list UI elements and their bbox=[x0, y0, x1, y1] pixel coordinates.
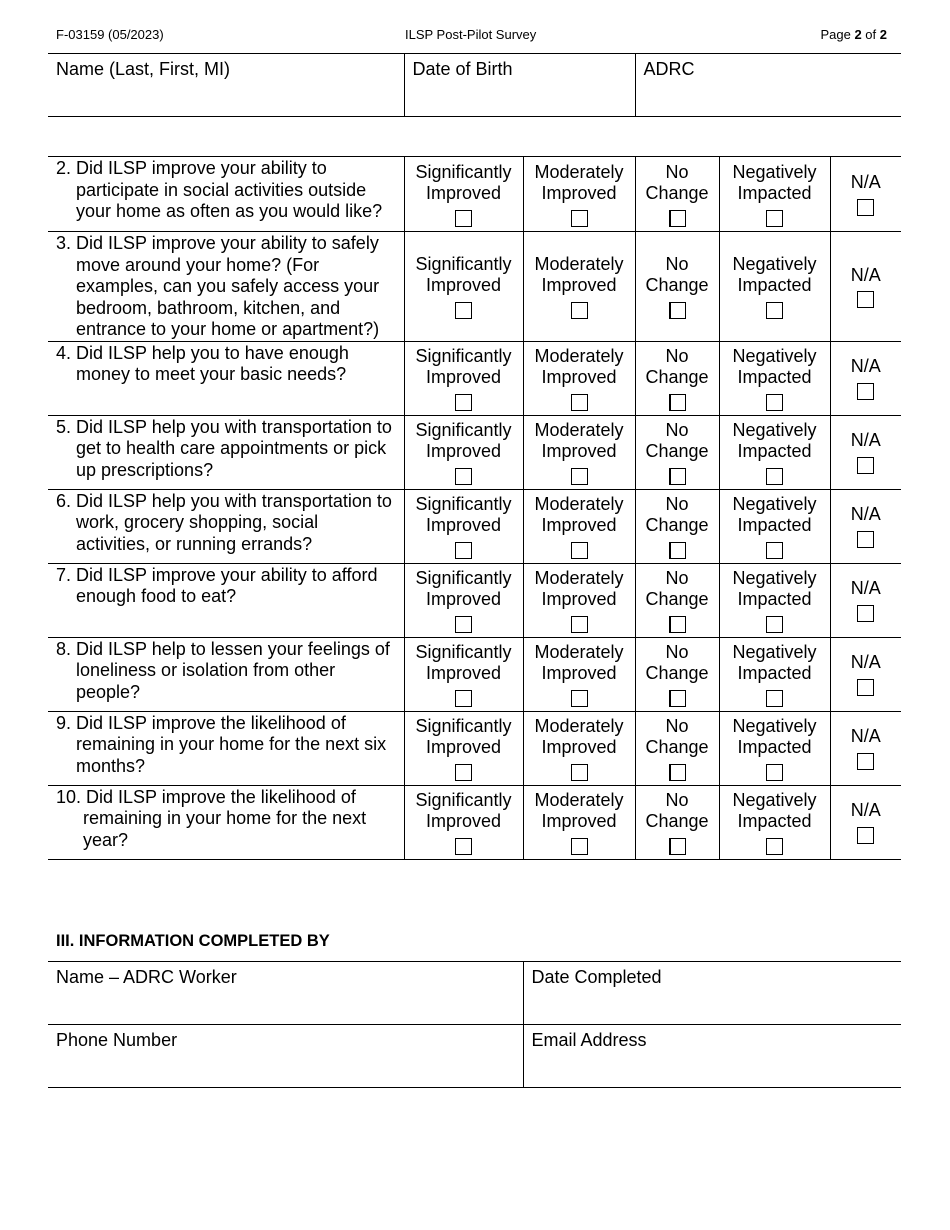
option-label: Change bbox=[645, 275, 709, 296]
option-label: Moderately bbox=[534, 493, 624, 514]
option-cell-no-change bbox=[635, 341, 719, 415]
option-group bbox=[636, 642, 719, 707]
section-heading: III. INFORMATION COMPLETED BY bbox=[56, 932, 330, 950]
significantly-improved-checkbox[interactable] bbox=[455, 210, 472, 227]
option-group bbox=[636, 716, 719, 781]
question-text: 7. Did ILSP improve your ability to afford enough food to eat? bbox=[56, 564, 378, 606]
option-label: Impacted bbox=[737, 811, 812, 831]
option-label: Negatively bbox=[732, 641, 817, 662]
option-label: Impacted bbox=[737, 515, 812, 535]
option-group bbox=[524, 494, 635, 559]
option-label: Improved bbox=[541, 367, 617, 387]
option-group bbox=[720, 642, 830, 707]
negatively-impacted-checkbox[interactable] bbox=[766, 468, 783, 485]
option-label: Impacted bbox=[737, 275, 812, 296]
question-text: 3. Did ILSP improve your ability to safely move around your home? (For examples, can you safely access your bedroom, bathroom, kitchen, and entrance to your home or apartment?) bbox=[56, 233, 380, 339]
option-group bbox=[831, 504, 902, 548]
significantly-improved-checkbox[interactable] bbox=[455, 764, 472, 781]
option-label: Improved bbox=[541, 811, 617, 831]
option-label: Significantly bbox=[415, 493, 512, 514]
page-indicator bbox=[820, 27, 887, 42]
option-cell-na bbox=[830, 563, 901, 637]
option-group bbox=[405, 346, 523, 411]
option-label: Improved bbox=[541, 515, 617, 535]
option-label: Moderately bbox=[534, 419, 624, 440]
option-cell-no-change bbox=[635, 637, 719, 711]
negatively-impacted-checkbox[interactable] bbox=[766, 302, 783, 319]
na-checkbox[interactable] bbox=[857, 753, 874, 770]
option-label: N/A bbox=[850, 504, 881, 525]
option-cell-moderately-improved bbox=[523, 785, 635, 859]
question-row bbox=[48, 785, 901, 859]
significantly-improved-checkbox[interactable] bbox=[455, 690, 472, 707]
option-label: N/A bbox=[850, 652, 881, 673]
option-label: Improved bbox=[425, 275, 502, 296]
option-group bbox=[831, 652, 902, 696]
option-group bbox=[405, 642, 523, 707]
adrc-field[interactable] bbox=[635, 54, 901, 117]
option-cell-na bbox=[830, 637, 901, 711]
option-group bbox=[831, 172, 902, 216]
option-group bbox=[720, 162, 830, 227]
option-label: Moderately bbox=[534, 789, 624, 810]
option-cell-negatively-impacted bbox=[719, 785, 830, 859]
no-change-checkbox[interactable] bbox=[669, 394, 686, 411]
option-group bbox=[524, 716, 635, 781]
significantly-improved-checkbox[interactable] bbox=[455, 542, 472, 559]
option-group bbox=[405, 254, 523, 319]
option-group bbox=[831, 578, 902, 622]
option-cell-no-change bbox=[635, 415, 719, 489]
option-label: Negatively bbox=[732, 419, 817, 440]
question-cell bbox=[48, 415, 404, 489]
option-label: Change bbox=[645, 589, 709, 609]
significantly-improved-checkbox[interactable] bbox=[455, 838, 472, 855]
option-label: Significantly bbox=[415, 567, 512, 588]
option-group bbox=[405, 568, 523, 633]
moderately-improved-checkbox[interactable] bbox=[571, 690, 588, 707]
option-label: Significantly bbox=[415, 419, 512, 440]
option-label: Moderately bbox=[534, 161, 624, 182]
option-label: Moderately bbox=[534, 345, 624, 366]
question-row bbox=[48, 341, 901, 415]
page-current: 2 bbox=[854, 27, 862, 42]
option-cell-significantly-improved bbox=[404, 563, 523, 637]
option-label: Improved bbox=[541, 183, 617, 203]
phone-label: Phone Number bbox=[56, 1030, 178, 1050]
moderately-improved-checkbox[interactable] bbox=[571, 616, 588, 633]
question-text: 6. Did ILSP help you with transportation to work, grocery shopping, social activities, or running errands? bbox=[56, 490, 392, 554]
option-cell-negatively-impacted bbox=[719, 711, 830, 785]
option-cell-negatively-impacted bbox=[719, 341, 830, 415]
option-group bbox=[524, 790, 635, 855]
page-prefix: Page bbox=[820, 27, 855, 42]
option-label: No bbox=[665, 715, 689, 736]
option-label: Negatively bbox=[732, 161, 817, 182]
option-cell-no-change bbox=[635, 232, 719, 342]
option-group bbox=[831, 265, 902, 309]
option-group bbox=[720, 420, 830, 485]
option-label: Improved bbox=[425, 737, 502, 757]
option-cell-no-change bbox=[635, 785, 719, 859]
option-group bbox=[524, 642, 635, 707]
question-row bbox=[48, 415, 901, 489]
question-text: 9. Did ILSP improve the likelihood of remaining in your home for the next six months? bbox=[56, 712, 387, 776]
option-cell-na bbox=[830, 232, 901, 342]
option-group bbox=[524, 162, 635, 227]
no-change-checkbox[interactable] bbox=[669, 210, 686, 227]
option-label: N/A bbox=[850, 726, 881, 747]
dob-label: Date of Birth bbox=[412, 59, 513, 79]
option-cell-moderately-improved bbox=[523, 711, 635, 785]
negatively-impacted-checkbox[interactable] bbox=[766, 394, 783, 411]
option-label: Improved bbox=[541, 589, 617, 609]
option-label: Significantly bbox=[415, 715, 512, 736]
option-label: Improved bbox=[425, 589, 502, 609]
option-group bbox=[720, 790, 830, 855]
option-cell-no-change bbox=[635, 711, 719, 785]
name-label: Name (Last, First, MI) bbox=[56, 59, 231, 79]
question-cell bbox=[48, 637, 404, 711]
significantly-improved-checkbox[interactable] bbox=[455, 302, 472, 319]
option-group bbox=[720, 346, 830, 411]
option-cell-moderately-improved bbox=[523, 415, 635, 489]
option-cell-moderately-improved bbox=[523, 563, 635, 637]
option-label: Negatively bbox=[732, 253, 817, 274]
no-change-checkbox[interactable] bbox=[669, 838, 686, 855]
moderately-improved-checkbox[interactable] bbox=[571, 210, 588, 227]
option-label: No bbox=[665, 253, 689, 274]
option-label: Change bbox=[645, 367, 709, 387]
option-cell-moderately-improved bbox=[523, 637, 635, 711]
question-cell bbox=[48, 785, 404, 859]
option-label: Significantly bbox=[415, 161, 512, 182]
no-change-checkbox[interactable] bbox=[669, 302, 686, 319]
na-checkbox[interactable] bbox=[857, 605, 874, 622]
question-row bbox=[48, 637, 901, 711]
option-label: Impacted bbox=[737, 737, 812, 757]
option-label: Moderately bbox=[534, 715, 624, 736]
participant-info-table bbox=[48, 53, 901, 117]
moderately-improved-checkbox[interactable] bbox=[571, 838, 588, 855]
option-label: N/A bbox=[850, 172, 881, 193]
option-label: Significantly bbox=[415, 345, 512, 366]
option-label: No bbox=[665, 493, 689, 514]
option-cell-na bbox=[830, 415, 901, 489]
option-group bbox=[524, 254, 635, 319]
option-label: N/A bbox=[850, 800, 881, 821]
option-label: Impacted bbox=[737, 663, 812, 683]
completed-by-table bbox=[48, 961, 901, 1088]
option-group bbox=[720, 716, 830, 781]
option-cell-moderately-improved bbox=[523, 341, 635, 415]
page-total: 2 bbox=[879, 27, 887, 42]
na-checkbox[interactable] bbox=[857, 827, 874, 844]
option-cell-no-change bbox=[635, 157, 719, 232]
question-cell bbox=[48, 157, 404, 232]
question-row bbox=[48, 711, 901, 785]
option-cell-negatively-impacted bbox=[719, 563, 830, 637]
option-label: Improved bbox=[541, 275, 617, 296]
significantly-improved-checkbox[interactable] bbox=[455, 394, 472, 411]
option-label: No bbox=[665, 345, 689, 366]
dob-field[interactable] bbox=[404, 54, 635, 117]
option-group bbox=[831, 726, 902, 770]
option-label: No bbox=[665, 419, 689, 440]
option-group bbox=[636, 790, 719, 855]
option-group bbox=[720, 494, 830, 559]
option-group bbox=[405, 790, 523, 855]
question-text: 4. Did ILSP help you to have enough money to meet your basic needs? bbox=[56, 342, 349, 384]
option-label: Improved bbox=[425, 441, 502, 461]
option-label: Significantly bbox=[415, 253, 512, 274]
option-cell-significantly-improved bbox=[404, 415, 523, 489]
option-label: Improved bbox=[541, 737, 617, 757]
negatively-impacted-checkbox[interactable] bbox=[766, 542, 783, 559]
option-label: Significantly bbox=[415, 641, 512, 662]
option-label: Improved bbox=[425, 367, 502, 387]
question-text: 8. Did ILSP help to lessen your feelings of loneliness or isolation from other people? bbox=[56, 638, 390, 702]
option-label: N/A bbox=[850, 356, 881, 377]
option-group bbox=[720, 568, 830, 633]
option-label: Improved bbox=[425, 811, 502, 831]
option-cell-significantly-improved bbox=[404, 341, 523, 415]
negatively-impacted-checkbox[interactable] bbox=[766, 616, 783, 633]
option-label: Negatively bbox=[732, 567, 817, 588]
option-label: Negatively bbox=[732, 345, 817, 366]
option-group bbox=[405, 162, 523, 227]
date-completed-label: Date Completed bbox=[531, 967, 662, 987]
question-row bbox=[48, 157, 901, 232]
no-change-checkbox[interactable] bbox=[669, 616, 686, 633]
question-cell bbox=[48, 489, 404, 563]
option-cell-moderately-improved bbox=[523, 232, 635, 342]
question-cell bbox=[48, 341, 404, 415]
option-label: No bbox=[665, 161, 689, 182]
no-change-checkbox[interactable] bbox=[669, 764, 686, 781]
question-row bbox=[48, 489, 901, 563]
option-label: N/A bbox=[850, 430, 881, 451]
option-cell-na bbox=[830, 711, 901, 785]
option-cell-significantly-improved bbox=[404, 711, 523, 785]
no-change-checkbox[interactable] bbox=[669, 542, 686, 559]
adrc-label: ADRC bbox=[643, 59, 695, 79]
question-cell bbox=[48, 232, 404, 342]
na-checkbox[interactable] bbox=[857, 199, 874, 216]
option-label: Improved bbox=[425, 515, 502, 535]
option-label: No bbox=[665, 641, 689, 662]
option-group bbox=[831, 800, 902, 844]
option-cell-negatively-impacted bbox=[719, 489, 830, 563]
moderately-improved-checkbox[interactable] bbox=[571, 764, 588, 781]
option-cell-negatively-impacted bbox=[719, 232, 830, 342]
option-group bbox=[405, 420, 523, 485]
email-label: Email Address bbox=[531, 1030, 647, 1050]
option-cell-no-change bbox=[635, 489, 719, 563]
option-cell-na bbox=[830, 157, 901, 232]
option-cell-na bbox=[830, 785, 901, 859]
option-cell-significantly-improved bbox=[404, 157, 523, 232]
significantly-improved-checkbox[interactable] bbox=[455, 468, 472, 485]
negatively-impacted-checkbox[interactable] bbox=[766, 764, 783, 781]
option-group bbox=[524, 420, 635, 485]
na-checkbox[interactable] bbox=[857, 531, 874, 548]
option-group bbox=[405, 716, 523, 781]
question-row bbox=[48, 232, 901, 342]
option-group bbox=[831, 356, 902, 400]
question-text: 10. Did ILSP improve the likelihood of remaining in your home for the next year? bbox=[56, 786, 367, 850]
option-group bbox=[831, 430, 902, 474]
moderately-improved-checkbox[interactable] bbox=[571, 542, 588, 559]
survey-questions-table bbox=[48, 156, 901, 860]
option-cell-no-change bbox=[635, 563, 719, 637]
page-mid: of bbox=[861, 27, 880, 42]
option-label: No bbox=[665, 789, 689, 810]
option-group bbox=[636, 162, 719, 227]
option-label: Impacted bbox=[737, 441, 812, 461]
no-change-checkbox[interactable] bbox=[669, 468, 686, 485]
phone-field[interactable] bbox=[48, 1025, 523, 1088]
question-cell bbox=[48, 563, 404, 637]
no-change-checkbox[interactable] bbox=[669, 690, 686, 707]
option-group bbox=[524, 346, 635, 411]
option-cell-moderately-improved bbox=[523, 489, 635, 563]
option-label: Moderately bbox=[534, 253, 624, 274]
option-cell-na bbox=[830, 341, 901, 415]
option-label: Negatively bbox=[732, 715, 817, 736]
option-label: Improved bbox=[425, 183, 502, 203]
option-label: Change bbox=[645, 441, 709, 461]
option-cell-moderately-improved bbox=[523, 157, 635, 232]
option-label: Impacted bbox=[737, 589, 812, 609]
worker-name-label: Name – ADRC Worker bbox=[56, 967, 237, 987]
form-number: F-03159 (05/2023) bbox=[56, 27, 164, 42]
option-label: Change bbox=[645, 737, 709, 757]
option-label: N/A bbox=[850, 578, 881, 599]
option-label: No bbox=[665, 567, 689, 588]
question-row bbox=[48, 563, 901, 637]
option-cell-na bbox=[830, 489, 901, 563]
option-label: Improved bbox=[541, 663, 617, 683]
option-label: Significantly bbox=[415, 789, 512, 810]
option-label: Impacted bbox=[737, 367, 812, 387]
question-cell bbox=[48, 711, 404, 785]
na-checkbox[interactable] bbox=[857, 679, 874, 696]
negatively-impacted-checkbox[interactable] bbox=[766, 690, 783, 707]
option-group bbox=[524, 568, 635, 633]
option-cell-negatively-impacted bbox=[719, 415, 830, 489]
option-group bbox=[636, 254, 719, 319]
option-cell-negatively-impacted bbox=[719, 637, 830, 711]
date-completed-field[interactable] bbox=[523, 962, 901, 1025]
option-group bbox=[720, 254, 830, 319]
option-label: Improved bbox=[541, 441, 617, 461]
option-cell-significantly-improved bbox=[404, 232, 523, 342]
option-group bbox=[636, 420, 719, 485]
negatively-impacted-checkbox[interactable] bbox=[766, 210, 783, 227]
form-title: ILSP Post-Pilot Survey bbox=[405, 27, 537, 42]
option-cell-significantly-improved bbox=[404, 637, 523, 711]
option-label: N/A bbox=[850, 264, 881, 285]
option-cell-significantly-improved bbox=[404, 489, 523, 563]
worker-name-field[interactable] bbox=[48, 962, 523, 1025]
negatively-impacted-checkbox[interactable] bbox=[766, 838, 783, 855]
na-checkbox[interactable] bbox=[857, 291, 874, 308]
option-label: Improved bbox=[425, 663, 502, 683]
option-label: Impacted bbox=[737, 183, 812, 203]
moderately-improved-checkbox[interactable] bbox=[571, 394, 588, 411]
na-checkbox[interactable] bbox=[857, 457, 874, 474]
question-text: 5. Did ILSP help you with transportation to get to health care appointments or pick up prescriptions? bbox=[56, 416, 392, 480]
option-label: Negatively bbox=[732, 493, 817, 514]
significantly-improved-checkbox[interactable] bbox=[455, 616, 472, 633]
moderately-improved-checkbox[interactable] bbox=[571, 302, 588, 319]
option-group bbox=[636, 568, 719, 633]
option-label: Change bbox=[645, 183, 709, 203]
option-label: Moderately bbox=[534, 567, 624, 588]
option-group bbox=[636, 494, 719, 559]
option-label: Change bbox=[645, 811, 709, 831]
option-cell-negatively-impacted bbox=[719, 157, 830, 232]
option-group bbox=[405, 494, 523, 559]
na-checkbox[interactable] bbox=[857, 383, 874, 400]
question-text: 2. Did ILSP improve your ability to participate in social activities outside your home as often as you would like? bbox=[56, 158, 383, 221]
name-field[interactable] bbox=[48, 54, 404, 117]
option-label: Moderately bbox=[534, 641, 624, 662]
option-group bbox=[636, 346, 719, 411]
option-label: Change bbox=[645, 515, 709, 535]
email-field[interactable] bbox=[523, 1025, 901, 1088]
option-label: Negatively bbox=[732, 789, 817, 810]
option-cell-significantly-improved bbox=[404, 785, 523, 859]
moderately-improved-checkbox[interactable] bbox=[571, 468, 588, 485]
option-label: Change bbox=[645, 663, 709, 683]
